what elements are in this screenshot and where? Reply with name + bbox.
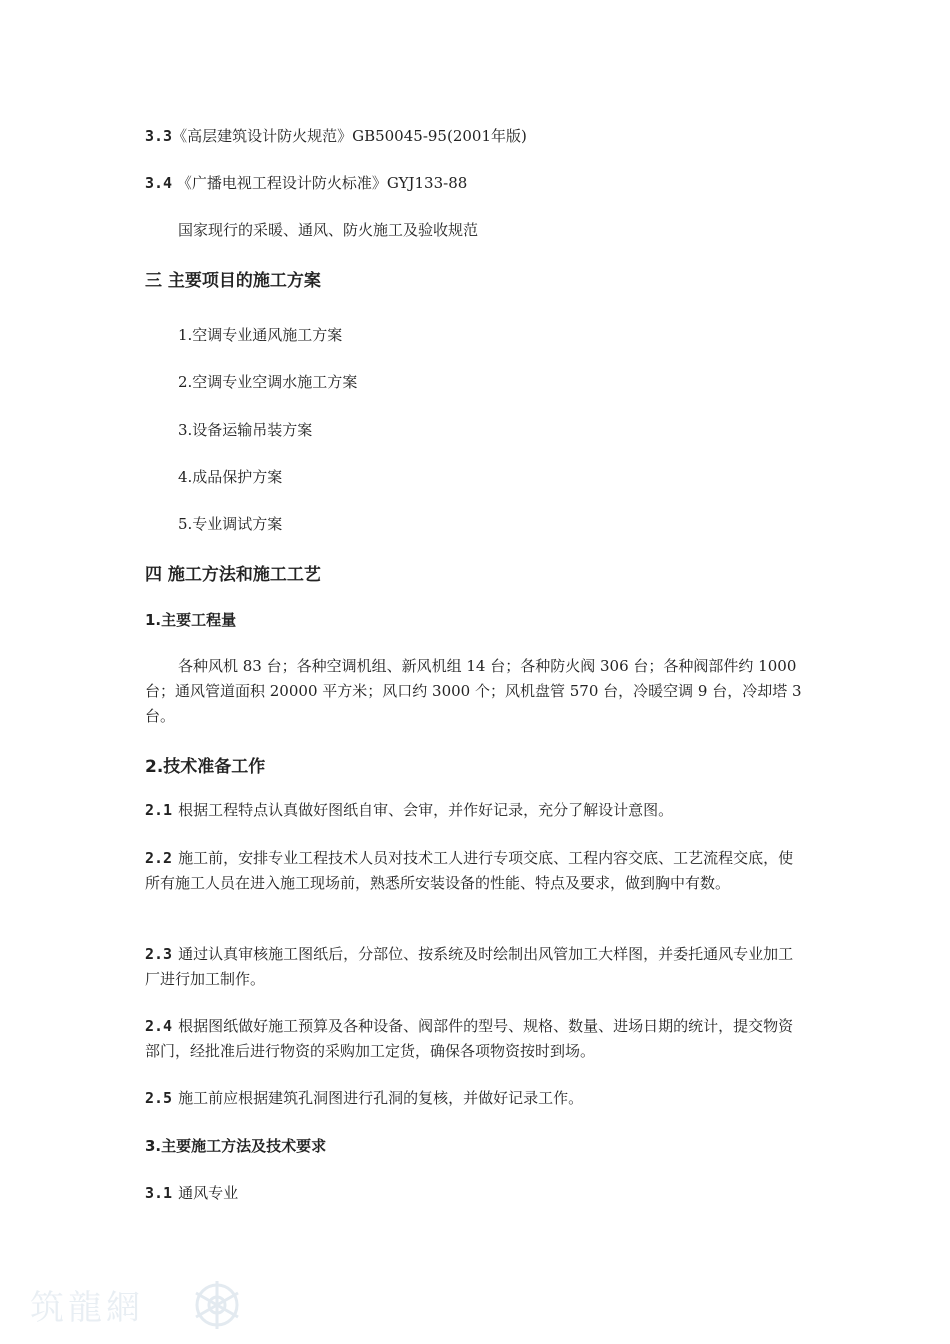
item-text: 根据工程特点认真做好图纸自审、会审，并作好记录，充分了解设计意图。 (178, 801, 674, 819)
snowflake-logo-icon (190, 1278, 244, 1332)
prep-item (145, 1014, 805, 1064)
prep-item (145, 798, 805, 823)
quantities-paragraph: 各种风机 83 台；各种空调机组、新风机组 14 台；各种防火阀 306 台；各种阀部件约 1000 台；通风管道面积 20000 平方米；风口约 3000 个；风机盘管 570 台，冷暖空调 9 台，冷却塔 3 台。 (145, 657, 802, 725)
list-item: 4.成品保护方案 (178, 468, 283, 486)
subsection-title: 3.主要施工方法及技术要求 (145, 1137, 327, 1155)
section-4-title: 四 施工方法和施工工艺 (145, 565, 321, 585)
method-item (145, 1181, 805, 1206)
subsection-title: 2.技术准备工作 (145, 757, 266, 777)
item-text: 施工前，安排专业工程技术人员对技术工人进行专项交底、工程内容交底、工艺流程交底，使所有施工人员在进入施工现场前，熟悉所安装设备的性能、特点及要求，做到胸中有数。 (145, 849, 794, 892)
item-text: 通过认真审核施工图纸后，分部位、按系统及时绘制出风管加工大样图，并委托通风专业加工厂进行加工制作。 (145, 945, 794, 988)
ref-3-3 (145, 124, 527, 149)
item-number: 3.1 (145, 1184, 173, 1202)
item-number: 2.5 (145, 1089, 173, 1107)
prep-item (145, 1086, 805, 1111)
ref-text: 《广播电视工程设计防火标准》GYJ133-88 (176, 174, 468, 192)
prep-item (145, 846, 805, 896)
ref-note: 国家现行的采暖、通风、防火施工及验收规范 (178, 221, 479, 239)
item-text: 通风专业 (178, 1184, 239, 1202)
item-text: 施工前应根据建筑孔洞图进行孔洞的复核，并做好记录工作。 (178, 1089, 584, 1107)
item-number: 2.1 (145, 801, 173, 819)
item-number: 2.4 (145, 1017, 173, 1035)
list-item: 1.空调专业通风施工方案 (178, 326, 343, 344)
list-item: 3.设备运输吊装方案 (178, 421, 313, 439)
prep-item (145, 942, 805, 992)
subsection-title: 1.主要工程量 (145, 611, 237, 629)
item-number: 2.2 (145, 849, 173, 867)
section-3-title: 三 主要项目的施工方案 (145, 271, 321, 291)
list-item: 2.空调专业空调水施工方案 (178, 373, 358, 391)
ref-number: 3.4 (145, 174, 173, 192)
ref-text: 《高层建筑设计防火规范》GB50045-95(2001年版) (172, 127, 527, 145)
item-text: 根据图纸做好施工预算及各种设备、阀部件的型号、规格、数量、进场日期的统计，提交物资部门，经批准后进行物资的采购加工定货，确保各项物资按时到场。 (145, 1017, 794, 1060)
ref-number: 3.3 (145, 127, 173, 145)
watermark-text: 筑龍網 (30, 1288, 144, 1328)
ref-3-4 (145, 171, 467, 196)
item-number: 2.3 (145, 945, 173, 963)
list-item: 5.专业调试方案 (178, 515, 283, 533)
